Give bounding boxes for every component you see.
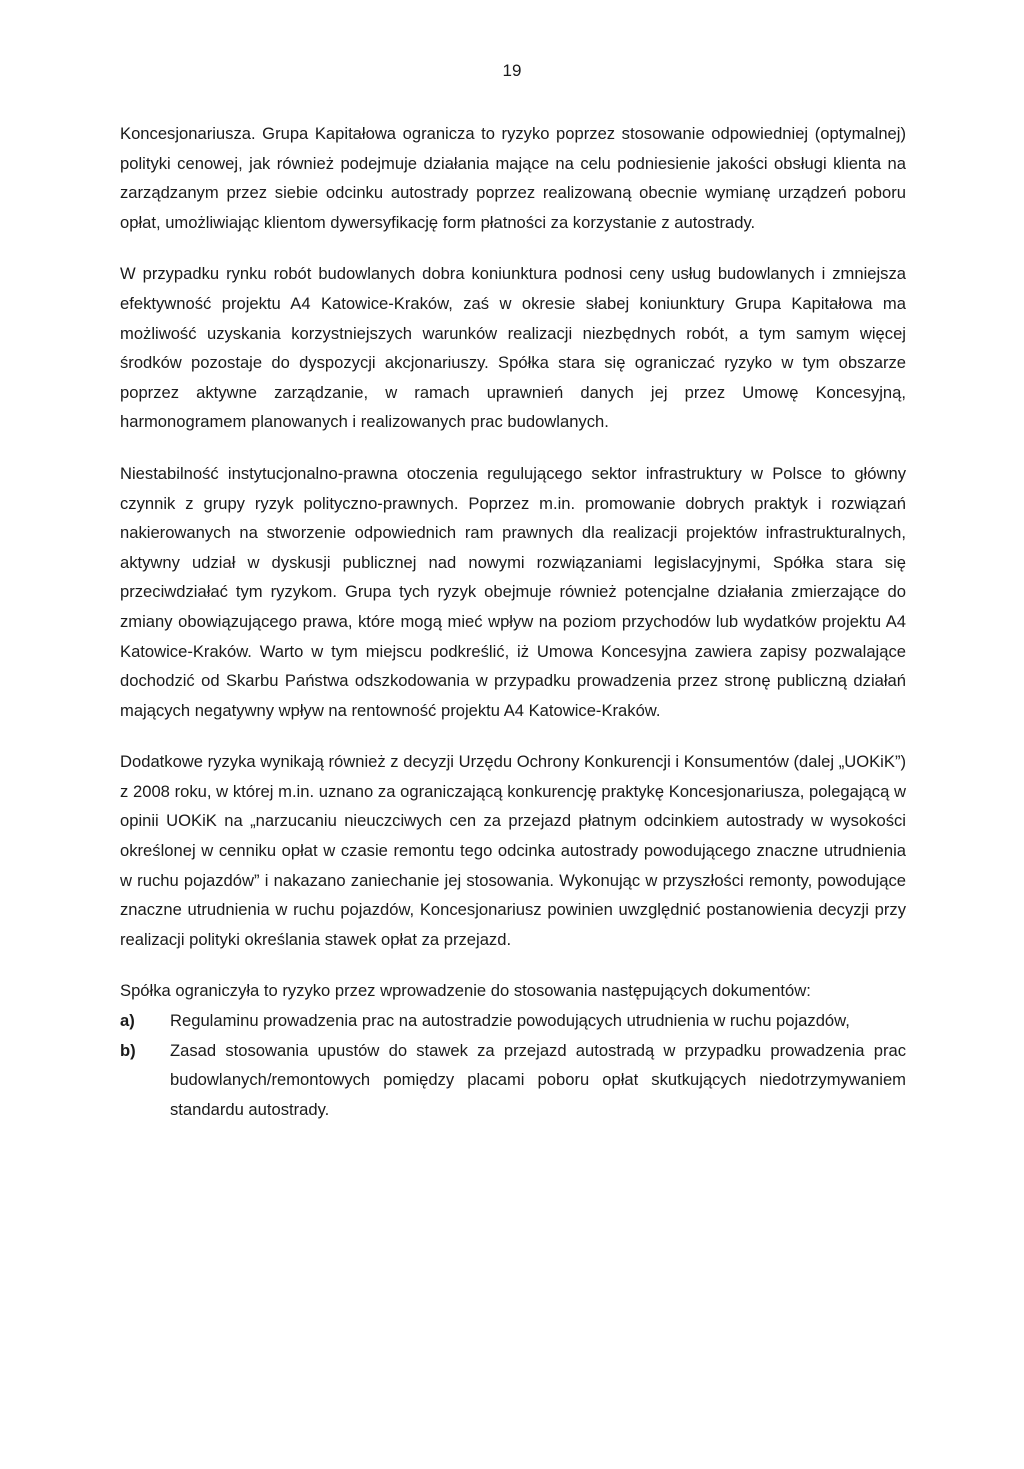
paragraph-1: Koncesjonariusza. Grupa Kapitałowa ogranicza to ryzyko poprzez stosowanie odpowiedniej (optymalnej) polityki cenowej, jak również podejmuje działania mające na celu podniesienie jakości obsługi klienta na zarządzanym przez siebie odcinku autostrady poprzez realizowaną obecnie wymianę urządzeń poboru opłat, umożliwiając klientom dywersyfikację form płatności za korzystanie z autostrady. (120, 124, 906, 232)
list-item-a (120, 1006, 906, 1036)
list-text-b: Zasad stosowania upustów do stawek za przejazd autostradą w przypadku prowadzenia prac budowlanych/remontowych pomiędzy placami poboru opłat skutkujących niedotrzymywaniem standardu autostrady. (170, 1040, 906, 1119)
paragraph-2: W przypadku rynku robót budowlanych dobra koniunktura podnosi ceny usług budowlanych i zmniejsza efektywność projektu A4 Katowice-Kraków, zaś w okresie słabej koniunktury Grupa Kapitałowa ma możliwość uzyskania korzystniejszych warunków realizacji niezbędnych robót, a tym samym więcej środków pozostaje do dyspozycji akcjonariuszy. Spółka stara się ograniczać ryzyko w tym obszarze poprzez aktywne zarządzanie, w ramach uprawnień danych jej przez Umowę Koncesyjną, harmonogramem planowanych i realizowanych prac budowlanych. (120, 264, 906, 432)
paragraph-4: Dodatkowe ryzyka wynikają również z decyzji Urzędu Ochrony Konkurencji i Konsumentów (dalej „UOKiK”) z 2008 roku, w której m.in. uznano za ograniczającą konkurencję praktykę Koncesjonariusza, polegającą w opinii UOKiK na „narzucaniu nieuczciwych cen za przejazd płatnym odcinkiem autostrady w wysokości określonej w cenniku opłat w czasie remontu tego odcinka autostrady powodującego znaczne utrudnienia w ruchu pojazdów” i nakazano zaniechanie jej stosowania. Wykonując w przyszłości remonty, powodujące znaczne utrudnienia w ruchu pojazdów, Koncesjonariusz powinien uwzględnić postanowienia decyzji przy realizacji polityki określania stawek opłat za przejazd. (120, 752, 906, 949)
documents-list (120, 1006, 906, 1124)
paragraph-5: Spółka ograniczyła to ryzyko przez wprowadzenie do stosowania następujących dokumentów: (120, 981, 811, 1001)
document-body (120, 119, 906, 1124)
page-number: 19 (502, 61, 522, 80)
list-marker-b: b) (120, 1040, 136, 1060)
list-marker-a: a) (120, 1011, 135, 1031)
list-text-a: Regulaminu prowadzenia prac na autostradzie powodujących utrudnienia w ruchu pojazdów, (170, 1011, 850, 1031)
list-item-b (120, 1036, 906, 1125)
paragraph-3: Niestabilność instytucjonalno-prawna otoczenia regulującego sektor infrastruktury w Polsce to główny czynnik z grupy ryzyk polityczno-prawnych. Poprzez m.in. promowanie dobrych praktyk i rozwiązań nakierowanych na stworzenie odpowiednich ram prawnych dla realizacji projektów infrastrukturalnych, aktywny udział w dyskusji publicznej nad nowymi rozwiązaniami legislacyjnymi, Spółka stara się przeciwdziałać tym ryzykom. Grupa tych ryzyk obejmuje również potencjalne działania zmierzające do zmiany obowiązującego prawa, które mogą mieć wpływ na poziom przychodów lub wydatków projektu A4 Katowice-Kraków. Warto w tym miejscu podkreślić, iż Umowa Koncesyjna zawiera zapisy pozwalające dochodzić od Skarbu Państwa odszkodowania w przypadku prowadzenia przez stronę publiczną działań mających negatywny wpływ na rentowność projektu A4 Katowice-Kraków. (120, 463, 906, 720)
